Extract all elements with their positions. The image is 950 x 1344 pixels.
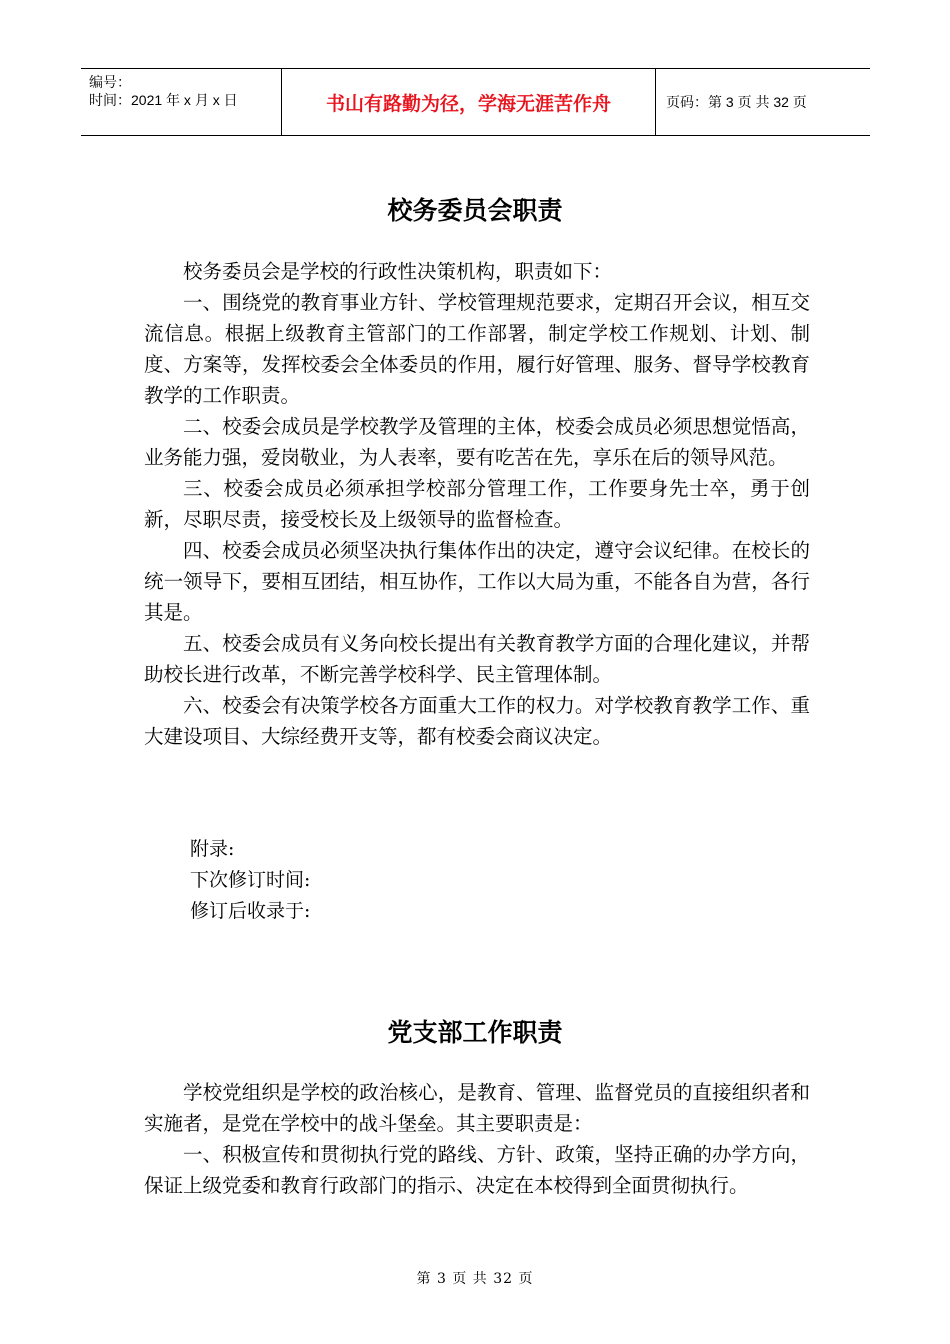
header-motto: 书山有路勤为径，学海无涯苦作舟 [282,69,656,135]
appendix-label: 附录: [190,838,235,860]
page-footer: 第 3 页 共 32 页 [416,1271,534,1287]
next-revision-label: 下次修订时间: [190,869,311,891]
section2-paragraph: 学校党组织是学校的政治核心，是教育、管理、监督党员的直接组织者和实施者，是党在学校中的战斗堡垒。其主要职责是： [144,1081,810,1135]
section1-paragraph: 三、校委会成员必须承担学校部分管理工作，工作要身先士卒，勇于创新，尽职尽责，接受校长及上级领导的监督检查。 [144,477,810,531]
section2-paragraph: 一、积极宣传和贯彻执行党的路线、方针、政策，坚持正确的办学方向，保证上级党委和教育行政部门的指示、决定在本校得到全面贯彻执行。 [144,1143,810,1197]
section1-paragraph: 五、校委会成员有义务向校长提出有关教育教学方面的合理化建议，并帮助校长进行改革，不断完善学校科学、民主管理体制。 [144,632,810,686]
section1-title: 校务委员会职责 [387,196,563,225]
section2-title: 党支部工作职责 [387,1018,563,1047]
section2-body [144,1077,810,1201]
header-page-label: 页码：第 3 页 共 32 页 [666,94,807,110]
section1-paragraph: 校务委员会是学校的行政性决策机构，职责如下： [183,260,613,283]
header-meta-cell [81,69,282,135]
revised-record-label: 修订后收录于: [190,900,311,922]
document-number-label: 编号： [89,74,131,90]
section1-body [144,256,810,752]
section1-paragraph: 六、校委会有决策学校各方面重大工作的权力。对学校教育教学工作、重大建设项目、大综经费开支等，都有校委会商议决定。 [144,694,810,748]
section1-paragraph: 一、围绕党的教育事业方针、学校管理规范要求，定期召开会议，相互交流信息。根据上级教育主管部门的工作部署，制定学校工作规划、计划、制度、方案等，发挥校委会全体委员的作用，履行好管理、服务、督导学校教育教学的工作职责。 [144,291,810,407]
section1-paragraph: 二、校委会成员是学校教学及管理的主体，校委会成员必须思想觉悟高，业务能力强，爱岗敬业，为人表率，要有吃苦在先，享乐在后的领导风范。 [144,415,810,469]
section1-paragraph: 四、校委会成员必须坚决执行集体作出的决定，遵守会议纪律。在校长的统一领导下，要相互团结，相互协作，工作以大局为重，不能各自为营，各行其是。 [144,539,810,624]
document-time-label: 时间：2021 年 x 月 x 日 [89,92,238,108]
appendix [190,834,310,927]
header-table [81,68,870,136]
